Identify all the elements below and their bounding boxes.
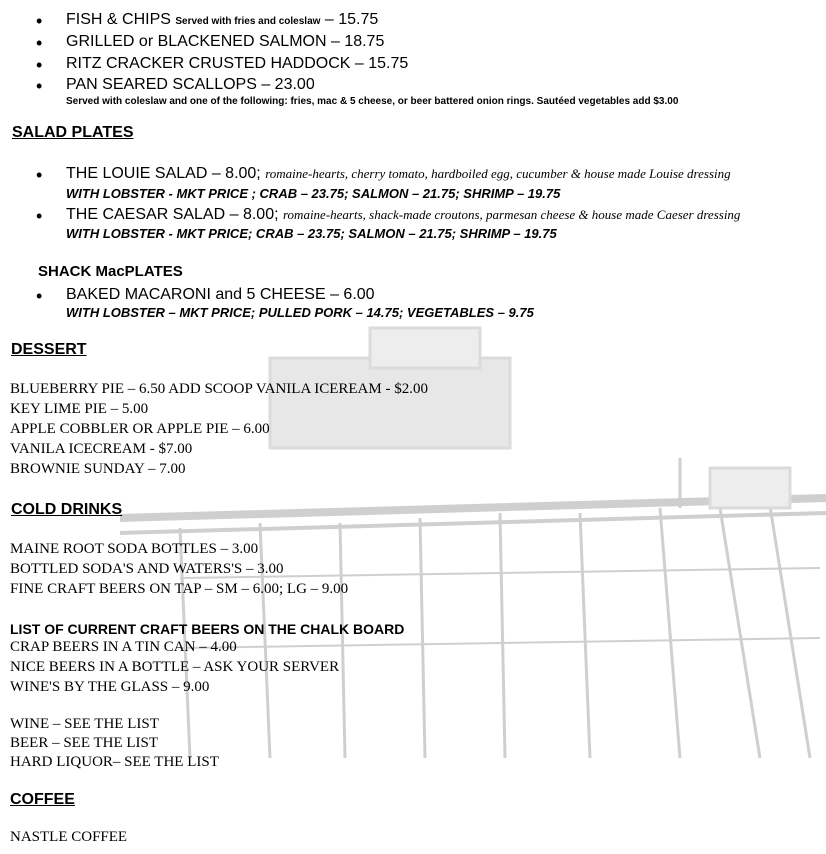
chalk-board-heading: LIST OF CURRENT CRAFT BEERS ON THE CHALK BOARD: [10, 621, 405, 637]
dessert-item: APPLE COBBLER OR APPLE PIE – 6.00: [10, 421, 270, 437]
dessert-item: BLUEBERRY PIE – 6.50 ADD SCOOP VANILA ICEREAM - $2.00: [10, 381, 428, 397]
item-name: GRILLED or BLACKENED SALMON – 18.75: [66, 33, 385, 50]
section-heading-macplates: SHACK MacPLATES: [38, 263, 183, 280]
item-note: Served with fries and coleslaw: [175, 16, 321, 27]
list-item: HARD LIQUOR– SEE THE LIST: [10, 754, 219, 770]
list-item: BEER – SEE THE LIST: [10, 735, 159, 751]
section-heading-coffee: COFFEE: [10, 791, 75, 808]
item-description: romaine-hearts, cherry tomato, hardboiled egg, cucumber & house made Louise dressing: [265, 166, 731, 181]
item-name: THE LOUIE SALAD – 8.00;: [66, 165, 261, 182]
item-name: PAN SEARED SCALLOPS – 23.00: [66, 76, 315, 93]
dessert-item: BROWNIE SUNDAY – 7.00: [10, 461, 186, 477]
coffee-item: NASTLE COFFEE: [10, 829, 128, 845]
section-heading-salad-plates: SALAD PLATES: [12, 124, 134, 141]
menu-item-louie-salad: [66, 165, 731, 183]
caesar-salad-addons: WITH LOBSTER - MKT PRICE; CRAB – 23.75; SALMON – 21.75; SHRIMP – 19.75: [66, 226, 557, 241]
section-heading-dessert: DESSERT: [11, 341, 87, 358]
menu-item-caesar-salad: [66, 206, 740, 224]
drink-item: BOTTLED SODA'S AND WATERS'S – 3.00: [10, 561, 284, 577]
item-name: BAKED MACARONI and 5 CHEESE – 6.00: [66, 286, 375, 303]
list-item: WINE – SEE THE LIST: [10, 716, 159, 732]
drink-item: FINE CRAFT BEERS ON TAP – SM – 6.00; LG – 9.00: [10, 581, 349, 597]
item-name: RITZ CRACKER CRUSTED HADDOCK – 15.75: [66, 55, 409, 72]
menu-item-mac-cheese: [66, 286, 375, 304]
drink-item: MAINE ROOT SODA BOTTLES – 3.00: [10, 541, 259, 557]
entrees-footnote: Served with coleslaw and one of the following: fries, mac & 5 cheese, or beer battered onion rings. Sautéed vegetables add $3.00: [66, 96, 679, 107]
menu-item-salmon: [66, 33, 384, 51]
section-heading-cold-drinks: COLD DRINKS: [11, 501, 123, 518]
item-name: THE CAESAR SALAD – 8.00;: [66, 206, 279, 223]
menu-item-scallops: [66, 76, 315, 94]
beer-item: WINE'S BY THE GLASS – 9.00: [10, 679, 210, 695]
louie-salad-addons: WITH LOBSTER - MKT PRICE ; CRAB – 23.75; SALMON – 21.75; SHRIMP – 19.75: [66, 186, 561, 201]
beer-item: CRAP BEERS IN A TIN CAN – 4.00: [10, 639, 237, 655]
menu-item-haddock: [66, 55, 408, 73]
menu-item-fish-chips: [66, 11, 378, 29]
dessert-item: VANILA ICECREAM - $7.00: [10, 441, 193, 457]
item-name: FISH & CHIPS: [66, 11, 171, 28]
beer-item: NICE BEERS IN A BOTTLE – ASK YOUR SERVER: [10, 659, 340, 675]
dessert-item: KEY LIME PIE – 5.00: [10, 401, 149, 417]
mac-cheese-addons: WITH LOBSTER – MKT PRICE; PULLED PORK – 14.75; VEGETABLES – 9.75: [66, 305, 534, 320]
item-price: – 15.75: [324, 11, 379, 28]
item-description: romaine-hearts, shack-made croutons, parmesan cheese & house made Caeser dressing: [282, 207, 741, 222]
